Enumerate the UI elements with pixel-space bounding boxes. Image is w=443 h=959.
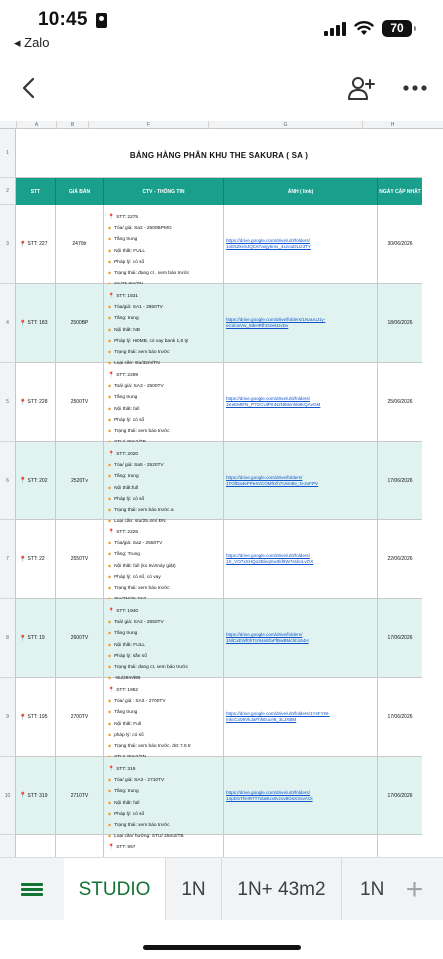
- info-line: ◆ Pháp lý: có sổ, có vay: [108, 572, 223, 583]
- column-letter[interactable]: F: [88, 121, 208, 129]
- price-cell[interactable]: 2710TV: [56, 757, 104, 834]
- info-line: ◆ pháp lý: có sổ: [108, 730, 223, 741]
- info-line: 📍 STT: 1952: [108, 685, 223, 696]
- stt-cell[interactable]: [16, 678, 56, 756]
- stt-value: STT: 183: [27, 320, 48, 326]
- drive-link[interactable]: [224, 757, 378, 834]
- info-line: ◆ Trạng thái: xem báo trước: [108, 347, 223, 358]
- date-cell[interactable]: 30/06/2026: [387, 241, 413, 247]
- info-cell[interactable]: [104, 757, 224, 840]
- info-line: ◆ Pháp lý: HĐMB, có vay bank 1,5 tỷ: [108, 336, 223, 347]
- stt-cell[interactable]: [16, 442, 56, 519]
- row-number[interactable]: 1: [0, 129, 16, 178]
- info-line: ◆ Nội thất: NB: [108, 325, 223, 336]
- table-header-row: [16, 178, 422, 205]
- info-line: ◆ Tầng trung: [108, 707, 223, 718]
- drive-link[interactable]: [224, 363, 378, 441]
- stt-cell[interactable]: [16, 520, 56, 598]
- row-number[interactable]: 10: [0, 757, 16, 835]
- pin-icon: 📍: [19, 399, 27, 406]
- add-sheet-icon[interactable]: +: [386, 858, 443, 921]
- row-number[interactable]: 9: [0, 678, 16, 757]
- link-text[interactable]: https://drive.google.com/drive/u/0/folders/: [226, 396, 311, 401]
- price-cell[interactable]: 2520Tv: [56, 442, 104, 519]
- info-line: ◆ Toà/ giá: SA3 - 2500TV: [108, 381, 223, 392]
- status-bar: [0, 0, 443, 52]
- info-line: ◆ Pháp lý: có sổ: [108, 415, 223, 426]
- info-line: 📍 STT: 2020: [108, 449, 223, 460]
- link-text[interactable]: eCdcwVw_MbHRfhO2ektzvDv: [226, 323, 289, 328]
- info-line: 📍 STT: 1940: [108, 606, 223, 617]
- pin-icon: 📍: [19, 556, 27, 563]
- row-number[interactable]: 5: [0, 363, 16, 442]
- column-letter[interactable]: H: [362, 121, 422, 129]
- price-cell[interactable]: 2500TV: [56, 363, 104, 441]
- drive-link[interactable]: [224, 599, 378, 677]
- info-cell[interactable]: [104, 520, 224, 598]
- date-cell[interactable]: 25/06/2026: [387, 399, 413, 405]
- info-line: ◆ Loại căn: stu/25.4m/ ĐN: [108, 516, 223, 527]
- portrait-lock-icon: [96, 13, 107, 28]
- info-line: ◆ Nội thất: full (ko tivi/máy giặt): [108, 561, 223, 572]
- info-line: ◆ Tầng trung: [108, 628, 223, 639]
- info-line: ◆ Nội thất: FULL: [108, 640, 223, 651]
- pin-icon: 📍: [19, 478, 27, 484]
- info-line: ◆ Trạng thái: đang ct, xem báo trước: [108, 662, 223, 673]
- info-line: ◆ Tầng trung: [108, 234, 223, 245]
- header-stt[interactable]: STT: [16, 178, 56, 205]
- link-text[interactable]: https://drive.google.com/drive/folders/: [226, 632, 303, 637]
- info-line: ◆ Nội thất: full: [108, 404, 223, 415]
- link-text[interactable]: https://drive.google.com/drive/folders/1NaUuJ1y-: [226, 317, 326, 322]
- top-navigation: [0, 60, 443, 118]
- date-cell[interactable]: 18/06/2026: [387, 320, 413, 326]
- table-row[interactable]: [16, 520, 422, 599]
- table-row[interactable]: [16, 757, 422, 840]
- info-line: ◆ Tầng: trung: [108, 786, 223, 797]
- sheet-title-row[interactable]: [16, 129, 422, 178]
- stt-value: STT: 319: [27, 792, 48, 799]
- back-arrow-icon[interactable]: [16, 74, 44, 102]
- drive-link[interactable]: [224, 284, 378, 362]
- sheet-tab-bar: [0, 857, 443, 920]
- link-text[interactable]: https://drive.google.com/drive/folders/: [226, 474, 303, 480]
- table-row[interactable]: [16, 442, 422, 525]
- info-line: ◆ Trạng thái: xem báo trước. đct 7.5 tr: [108, 741, 223, 752]
- info-line: ◆ Pháp lý: có sổ: [108, 494, 223, 505]
- price-cell[interactable]: 2500BP: [56, 284, 104, 362]
- add-user-icon[interactable]: [346, 74, 376, 104]
- pin-icon: 📍: [19, 793, 27, 799]
- row-number[interactable]: 7: [0, 520, 16, 599]
- info-line: 📍 STT: 967: [108, 842, 223, 853]
- link-text[interactable]: 1oE5Zkn9JQC67aojy5mv_4xzouDLtz3TY: [226, 244, 312, 249]
- info-line: ◆ stu/28m/ĐB: [108, 673, 223, 684]
- info-line: ◆ Nội thất: Full: [108, 719, 223, 730]
- tab-1n-second[interactable]: 1N: [360, 878, 385, 900]
- stt-value: STT: 22: [27, 556, 45, 562]
- info-line: ◆ Loại căn: stu/32m/TN: [108, 358, 223, 369]
- price-cell[interactable]: 2600TV: [56, 599, 104, 677]
- bottom-safe-area: [0, 920, 443, 959]
- info-line: ◆ Tòa/giá: Sa2 - 2550TV: [108, 538, 223, 549]
- link-text[interactable]: 1KeEMtFN_P7GCUlPmN2NlMvnhk8KQAvGM: [226, 402, 321, 407]
- tab-1n-43m2[interactable]: 1N+ 43m2: [222, 858, 342, 921]
- sheet-title: BẢNG HÀNG PHÂN KHU THE SAKURA ( SA ): [129, 151, 309, 160]
- info-line: ◆ Trạng thái: xem báo trước: [108, 583, 223, 594]
- info-line: ◆ Loại căn/ hướng: STU/ 25m2/TB: [108, 831, 223, 842]
- link-text[interactable]: https://drive.google.com/drive/u/0/folders/1YsFYW-: [226, 711, 330, 716]
- row-number[interactable]: 4: [0, 284, 16, 363]
- row-number[interactable]: 2: [0, 178, 16, 205]
- info-line: ◆ Pháp lý: sẵn sổ: [108, 651, 223, 662]
- header-gia-ban[interactable]: GIÁ BÁN: [56, 178, 104, 205]
- pin-icon: 📍: [19, 320, 27, 327]
- stt-cell[interactable]: [16, 757, 56, 834]
- info-line: ◆ Tòa/giá: SA1 - 2550TV: [108, 302, 223, 313]
- info-line: ◆ Pháp lý: có sổ: [108, 809, 223, 820]
- table-row[interactable]: [16, 205, 422, 284]
- info-line: 📍 STT: 2226: [108, 527, 223, 538]
- info-line: ◆ Tòa/ giá: Sa5 - 2520TV: [108, 460, 223, 471]
- date-cell[interactable]: 17/06/2026: [387, 714, 413, 720]
- info-cell[interactable]: [104, 284, 224, 367]
- info-line: 📍 STT: 1831: [108, 291, 223, 302]
- price-cell[interactable]: 2550TV: [56, 520, 104, 598]
- info-line: ◆ Trạng thái: xem báo trước: [108, 820, 223, 831]
- stt-cell[interactable]: [16, 205, 56, 283]
- table-row[interactable]: [16, 363, 422, 442]
- info-line: 📍 STT: 2289: [108, 370, 223, 381]
- date-cell[interactable]: 22/06/2026: [387, 556, 413, 562]
- price-cell[interactable]: 2470tr: [56, 205, 104, 283]
- date-cell[interactable]: 17/06/2026: [387, 792, 413, 799]
- price-cell[interactable]: 2700TV: [56, 678, 104, 756]
- info-line: ◆ Trạng thái: đang ct , xem báo trước: [108, 268, 223, 279]
- info-line: 📍 STT: 319: [108, 764, 223, 775]
- link-text[interactable]: 1X_VO7xSHQo2Bivqmw3kf9W7sskoLvOX: [226, 559, 314, 564]
- info-line: ◆ Trạng thái: xem báo trước a: [108, 505, 223, 516]
- info-cell[interactable]: [104, 678, 224, 756]
- stt-value: STT: 195: [27, 714, 48, 720]
- link-text[interactable]: 1NlCxEWf0hTcr94eEfaFfBwBMchh164H: [226, 638, 309, 643]
- info-cell[interactable]: [104, 442, 224, 525]
- info-line: ◆ Tầng: trung: [108, 471, 223, 482]
- stt-cell[interactable]: [16, 284, 56, 362]
- status-time: 10:45: [38, 9, 88, 30]
- info-line: ◆ Pháp lý: có sổ: [108, 257, 223, 268]
- back-to-app-link[interactable]: ◂ Zalo: [14, 35, 50, 50]
- info-line: ◆ Nội thất: FULL: [108, 246, 223, 257]
- header-anh-link[interactable]: ẢNH ( link): [224, 178, 378, 205]
- info-cell[interactable]: [104, 205, 224, 283]
- header-ngay-cap-nhat[interactable]: NGÀY CẬP NHẬT: [379, 188, 421, 195]
- info-line: ◆ Tầng: trung: [108, 313, 223, 324]
- link-text[interactable]: 14pDSThHR7T7duBUx0vzov8GsXXsvAOi: [226, 795, 313, 801]
- link-text[interactable]: 1TOlDa4eFPe4VCOMhXh7Uvm8e_N-2xFPV: [226, 480, 319, 486]
- info-line: ◆ Tầng trung: [108, 392, 223, 403]
- info-line: 📍 STT: 2275: [108, 212, 223, 223]
- drive-link[interactable]: [224, 205, 378, 283]
- link-text[interactable]: https://drive.google.com/drive/u/0/folders/: [226, 553, 311, 558]
- stt-value: STT: 202: [27, 477, 48, 484]
- column-letter[interactable]: G: [208, 121, 362, 129]
- info-line: ◆ Nội thất: full: [108, 798, 223, 809]
- stt-cell[interactable]: [16, 599, 56, 677]
- wifi-icon: [354, 20, 374, 36]
- info-line: ◆ Tòa/ giá: Sa2 - 2500BPMG: [108, 223, 223, 234]
- column-header-bar: [0, 121, 443, 129]
- tab-studio[interactable]: STUDIO: [64, 858, 166, 921]
- pin-icon: 📍: [19, 714, 27, 721]
- table-row[interactable]: [16, 284, 422, 367]
- row-number[interactable]: 8: [0, 599, 16, 678]
- more-options-icon[interactable]: [402, 84, 428, 92]
- info-line: ◆ Trạng thái: xem báo trước: [108, 426, 223, 437]
- info-cell[interactable]: [104, 599, 224, 682]
- date-cell[interactable]: 17/06/2026: [387, 477, 413, 484]
- battery-indicator: 70: [382, 20, 412, 37]
- cellular-signal-icon: [324, 22, 348, 36]
- date-cell[interactable]: 17/06/2026: [387, 635, 413, 641]
- info-line: ◆ Tòa/ giá : SA3 - 2700TV: [108, 696, 223, 707]
- info-line: ◆ Nội thất:full: [108, 483, 223, 494]
- stt-cell[interactable]: [16, 363, 56, 441]
- link-text[interactable]: mkcCx08VkJaFhhEuce8_3LJXBM: [226, 717, 297, 722]
- info-line: ◆ Tầng: Trung: [108, 549, 223, 560]
- column-letter[interactable]: B: [56, 121, 88, 129]
- home-indicator[interactable]: [143, 945, 301, 950]
- drive-link[interactable]: [224, 520, 378, 598]
- table-row[interactable]: [16, 678, 422, 757]
- stt-value: STT: 227: [27, 241, 48, 247]
- tab-1n[interactable]: 1N: [166, 858, 222, 921]
- sheets-menu-icon[interactable]: [0, 858, 64, 921]
- link-text[interactable]: https://drive.google.com/drive/u/0/folders/: [226, 789, 311, 795]
- column-letter[interactable]: A: [16, 121, 56, 129]
- pin-icon: 📍: [19, 635, 27, 642]
- row-number[interactable]: 3: [0, 205, 16, 284]
- table-row[interactable]: [16, 599, 422, 682]
- stt-value: STT: 19: [27, 635, 45, 641]
- spreadsheet-grid[interactable]: [0, 121, 443, 857]
- info-cell[interactable]: [104, 363, 224, 441]
- drive-link[interactable]: [224, 442, 378, 519]
- header-ctv-thong-tin[interactable]: CTV - THÔNG TIN: [104, 178, 224, 205]
- info-line: ◆ Toà/ giá: SA2 - 2650TV: [108, 617, 223, 628]
- link-text[interactable]: https://drive.google.com/drive/u/0/folders/: [226, 238, 311, 243]
- row-number[interactable]: 6: [0, 442, 16, 520]
- stt-value: STT: 228: [27, 399, 48, 405]
- info-line: ◆ Tòa/ giá: SA3 - 2710TV: [108, 775, 223, 786]
- pin-icon: 📍: [19, 241, 27, 248]
- drive-link[interactable]: [224, 678, 378, 756]
